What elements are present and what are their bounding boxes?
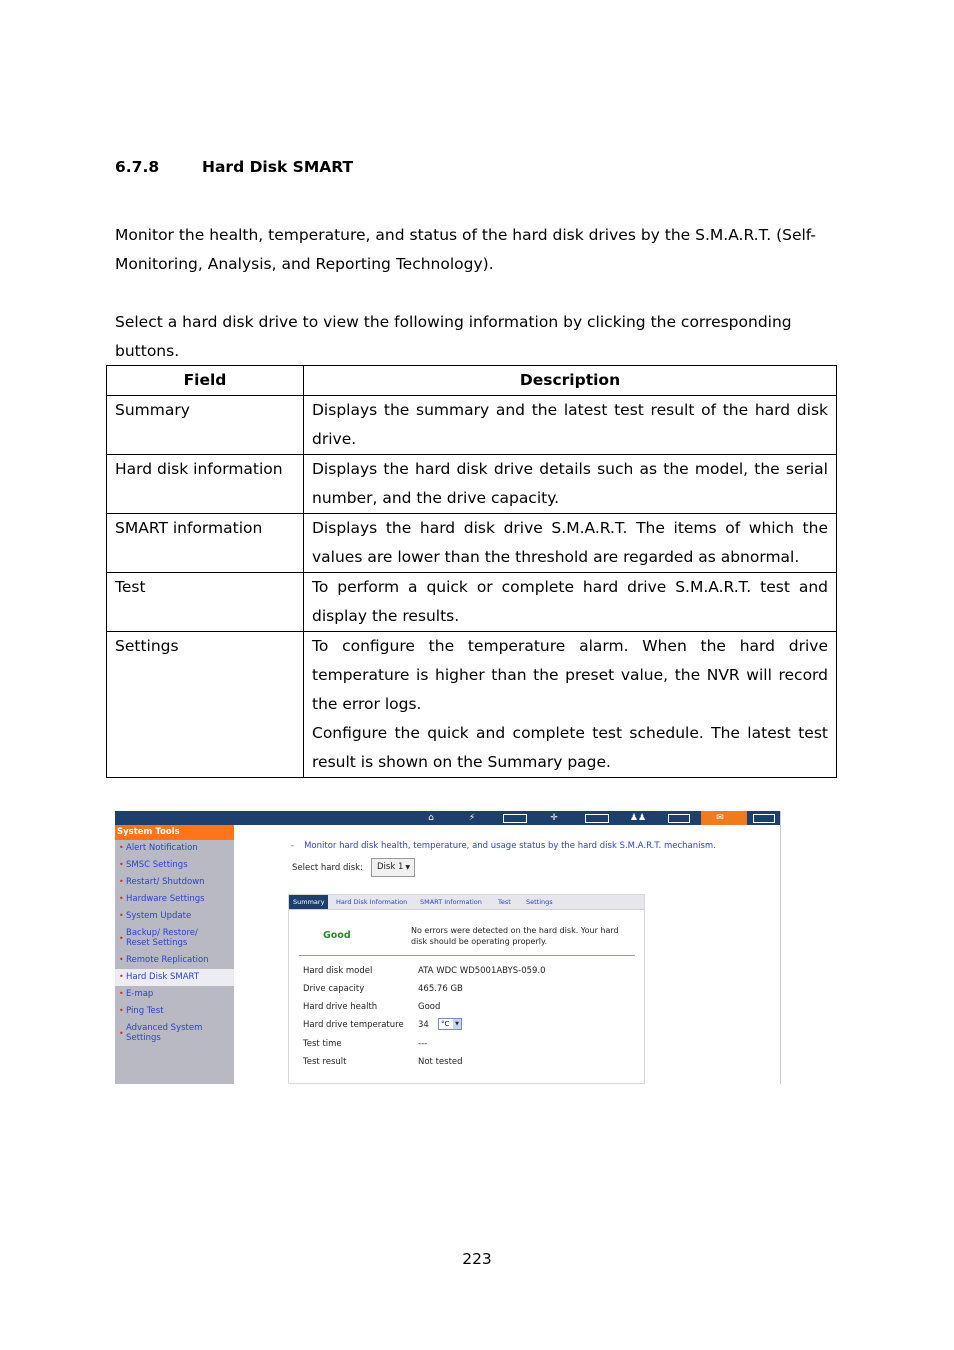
sidebar-item-alert-notification[interactable]: • Alert Notification xyxy=(119,843,198,853)
select-disk-value: Disk 1 xyxy=(377,862,404,872)
tab-test[interactable]: Test xyxy=(498,898,511,906)
sidebar-item-label: Advanced System Settings xyxy=(126,1023,203,1043)
sidebar-item-label: Hardware Settings xyxy=(126,894,205,904)
divider xyxy=(299,955,635,956)
table-row xyxy=(107,632,837,778)
tab-summary[interactable]: Summary xyxy=(289,895,328,909)
description-cell: Displays the summary and the latest test result of the hard disk drive. xyxy=(304,396,837,455)
detail-label: Hard drive temperature xyxy=(303,1020,404,1030)
tools-icon[interactable] xyxy=(503,814,527,823)
logout-icon[interactable] xyxy=(753,814,775,823)
page-number: 223 xyxy=(462,1250,492,1268)
temperature-unit-select[interactable] xyxy=(438,1018,462,1030)
network-icon[interactable]: ✛ xyxy=(550,813,558,823)
detail-label: Test time xyxy=(303,1039,342,1049)
tab-settings[interactable]: Settings xyxy=(526,898,553,906)
chevron-down-icon: ▼ xyxy=(405,864,410,871)
detail-value: Not tested xyxy=(418,1057,463,1067)
monitor-icon[interactable] xyxy=(668,814,690,823)
intro-paragraph: Monitor the health, temperature, and status of the hard disk drives by the S.M.A.R.T. (Self-Monitoring, Analysis, and Reporting Technology). xyxy=(115,226,817,273)
sidebar-item-ping-test[interactable]: • Ping Test xyxy=(119,1006,164,1016)
sidebar-item-label: Alert Notification xyxy=(126,843,198,853)
description-dash: - xyxy=(291,841,295,851)
lightning-icon[interactable]: ⚡ xyxy=(468,813,476,823)
field-cell: Settings xyxy=(107,632,304,778)
sidebar-item-label: Remote Replication xyxy=(126,955,209,965)
section-number: 6.7.8 xyxy=(115,158,160,176)
header-field: Field xyxy=(107,366,304,396)
mail-icon[interactable]: ✉ xyxy=(716,813,724,823)
description-cell: To perform a quick or complete hard drive S.M.A.R.T. test and display the results. xyxy=(304,573,837,632)
sidebar-item-label: Ping Test xyxy=(126,1006,164,1016)
sidebar-item-hardware-settings[interactable]: • Hardware Settings xyxy=(119,894,205,904)
table-row xyxy=(107,396,837,455)
table-header-row xyxy=(107,366,837,396)
description-cell: Displays the hard disk drive details such as the model, the serial number, and the drive capacity. xyxy=(304,455,837,514)
page-description xyxy=(291,841,716,851)
detail-value: 34 xyxy=(418,1020,429,1030)
detail-label: Hard disk model xyxy=(303,966,373,976)
sidebar-item-label: E-map xyxy=(126,989,154,999)
nvr-screenshot xyxy=(115,811,781,1084)
sidebar-item-system-update[interactable]: • System Update xyxy=(119,911,192,921)
home-icon[interactable]: ⌂ xyxy=(428,813,434,823)
table-row xyxy=(107,514,837,573)
detail-value: ATA WDC WD5001ABYS-059.0 xyxy=(418,966,546,976)
sidebar-item-hard-disk-smart[interactable]: • Hard Disk SMART xyxy=(115,969,234,986)
temperature-unit-value: °C xyxy=(441,1020,450,1028)
description-line: To configure the temperature alarm. When the hard drive temperature is higher than the preset value, the NVR will record the error logs. xyxy=(312,637,828,713)
sidebar-item-label: Restart/ Shutdown xyxy=(126,877,205,887)
field-cell: Hard disk information xyxy=(107,455,304,514)
detail-value: --- xyxy=(418,1039,428,1049)
field-description-table xyxy=(106,365,837,778)
sidebar-item-restart-shutdown[interactable]: • Restart/ Shutdown xyxy=(119,877,205,887)
sidebar-item-smsc-settings[interactable]: • SMSC Settings xyxy=(119,860,188,870)
top-toolbar xyxy=(115,811,781,825)
sidebar-item-label: Backup/ Restore/ Reset Settings xyxy=(126,928,198,948)
tab-smart-information[interactable]: SMART Information xyxy=(420,898,482,906)
status-message: No errors were detected on the hard disk. Your hard disk should be operating properly. xyxy=(411,926,619,946)
detail-value: 465.76 GB xyxy=(418,984,463,994)
sidebar-item-remote-replication[interactable]: • Remote Replication xyxy=(119,955,209,965)
detail-label: Test result xyxy=(303,1057,347,1067)
select-disk-dropdown[interactable] xyxy=(371,858,415,877)
description-cell xyxy=(304,632,837,778)
description-text: Monitor hard disk health, temperature, and usage status by the hard disk S.M.A.R.T. mechanism. xyxy=(304,841,716,851)
header-description: Description xyxy=(304,366,837,396)
detail-label: Hard drive health xyxy=(303,1002,378,1012)
tab-bar xyxy=(289,895,644,910)
sidebar-item-label: SMSC Settings xyxy=(126,860,188,870)
select-disk-label: Select hard disk: xyxy=(292,863,363,873)
instruction-paragraph: Select a hard disk drive to view the following information by clicking the corresponding buttons. xyxy=(115,313,792,360)
field-cell: Test xyxy=(107,573,304,632)
field-cell: Summary xyxy=(107,396,304,455)
sidebar-title: System Tools xyxy=(115,825,234,840)
detail-label: Drive capacity xyxy=(303,984,365,994)
sidebar-item-e-map[interactable]: • E-map xyxy=(119,989,154,999)
tab-hard-disk-information[interactable]: Hard Disk Information xyxy=(336,898,408,906)
description-line: Configure the quick and complete test schedule. The latest test result is shown on the Summary page. xyxy=(312,724,828,771)
sidebar-menu xyxy=(115,840,234,1047)
sidebar-item-label: System Update xyxy=(126,911,192,921)
table-row xyxy=(107,573,837,632)
field-cell: SMART information xyxy=(107,514,304,573)
users-icon[interactable]: ♟♟ xyxy=(629,813,647,823)
chevron-down-icon: ▼ xyxy=(453,1019,461,1029)
detail-value: Good xyxy=(418,1002,441,1012)
sidebar-item-advanced-system-settings[interactable]: • Advanced System Settings xyxy=(119,1023,203,1043)
storage-icon[interactable] xyxy=(585,814,609,823)
section-title: Hard Disk SMART xyxy=(202,158,354,176)
section-heading xyxy=(115,158,353,176)
health-status: Good xyxy=(323,930,351,941)
table-row xyxy=(107,455,837,514)
sidebar xyxy=(115,825,234,1084)
sidebar-item-label: Hard Disk SMART xyxy=(126,972,200,982)
smart-panel xyxy=(288,894,645,1084)
description-cell: Displays the hard disk drive S.M.A.R.T. The items of which the values are lower than the threshold are regarded as abnormal. xyxy=(304,514,837,573)
sidebar-item-backup-restore-reset[interactable]: • Backup/ Restore/ Reset Settings xyxy=(119,928,198,948)
